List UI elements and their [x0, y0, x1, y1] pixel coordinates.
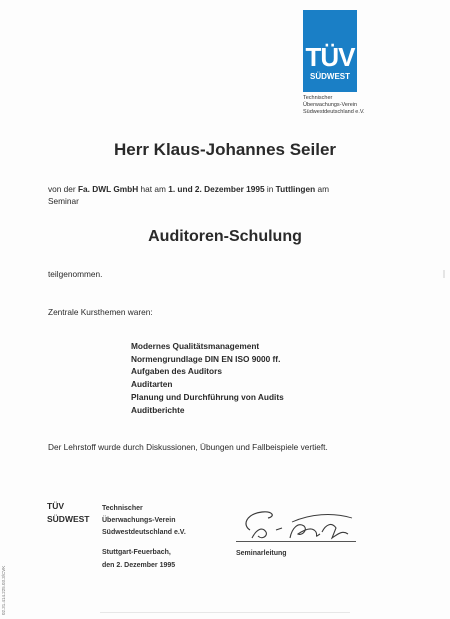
footer-brand-line: SÜDWEST	[47, 514, 90, 524]
recipient-name: Herr Klaus-Johannes Seiler	[113, 140, 337, 159]
footer-org-line: Südwestdeutschland e.V.	[102, 529, 186, 536]
signature-line	[236, 541, 356, 542]
logo-main-text: TÜV	[305, 42, 355, 72]
topic-item: Auditberichte	[131, 404, 185, 415]
footer-org	[102, 503, 186, 539]
footer-place: Stuttgart-Feuerbach,	[102, 549, 171, 556]
bottom-rule	[100, 612, 350, 613]
intro-text	[48, 183, 388, 207]
company-name: Fa. DWL GmbH	[77, 184, 139, 194]
intro-line-1: von der Fa. DWL GmbH hat am 1. und 2. Dezember 1995 in Tuttlingen am	[48, 184, 329, 194]
footer-brand	[47, 500, 90, 526]
topic-item: Normengrundlage DIN EN ISO 9000 ff.	[131, 353, 281, 364]
logo-caption-line: Überwachungs-Verein	[303, 102, 358, 108]
tuv-logo	[303, 10, 357, 92]
signature-image	[232, 500, 362, 550]
logo-caption-line: Technischer	[303, 95, 333, 101]
signature-caption: Seminarleitung	[236, 550, 287, 557]
participated-text: teilgenommen.	[48, 269, 103, 279]
intro-line-2: Seminar	[48, 196, 79, 206]
seminar-city: Tuttlingen	[275, 184, 316, 194]
footer-org-line: Überwachungs-Verein	[102, 517, 176, 524]
logo-sub-text: SÜDWEST	[310, 72, 350, 81]
edge-mark	[443, 270, 445, 278]
side-reference-code: 02.31.414.225.03.3/CVK	[1, 565, 6, 615]
seminar-dates: 1. und 2. Dezember 1995	[168, 184, 265, 194]
topic-item: Aufgaben des Auditors	[131, 366, 222, 377]
logo-caption	[303, 95, 443, 116]
topic-item: Modernes Qualitätsmanagement	[131, 341, 260, 351]
topics-heading: Zentrale Kursthemen waren:	[48, 307, 153, 317]
seminar-title: Auditoren-Schulung	[148, 228, 302, 245]
logo-caption-line: Südwestdeutschland e.V.	[303, 109, 365, 115]
method-text: Der Lehrstoff wurde durch Diskussionen, Übungen und Fallbeispiele vertieft.	[48, 442, 328, 452]
footer-org-line: Technischer	[102, 505, 143, 512]
footer-place-date	[102, 546, 175, 572]
topics-list	[131, 340, 284, 416]
footer-date: den 2. Dezember 1995	[102, 562, 176, 569]
topic-item: Auditarten	[131, 379, 173, 390]
footer-brand-line: TÜV	[47, 501, 64, 511]
topic-item: Planung und Durchführung von Audits	[131, 391, 284, 402]
